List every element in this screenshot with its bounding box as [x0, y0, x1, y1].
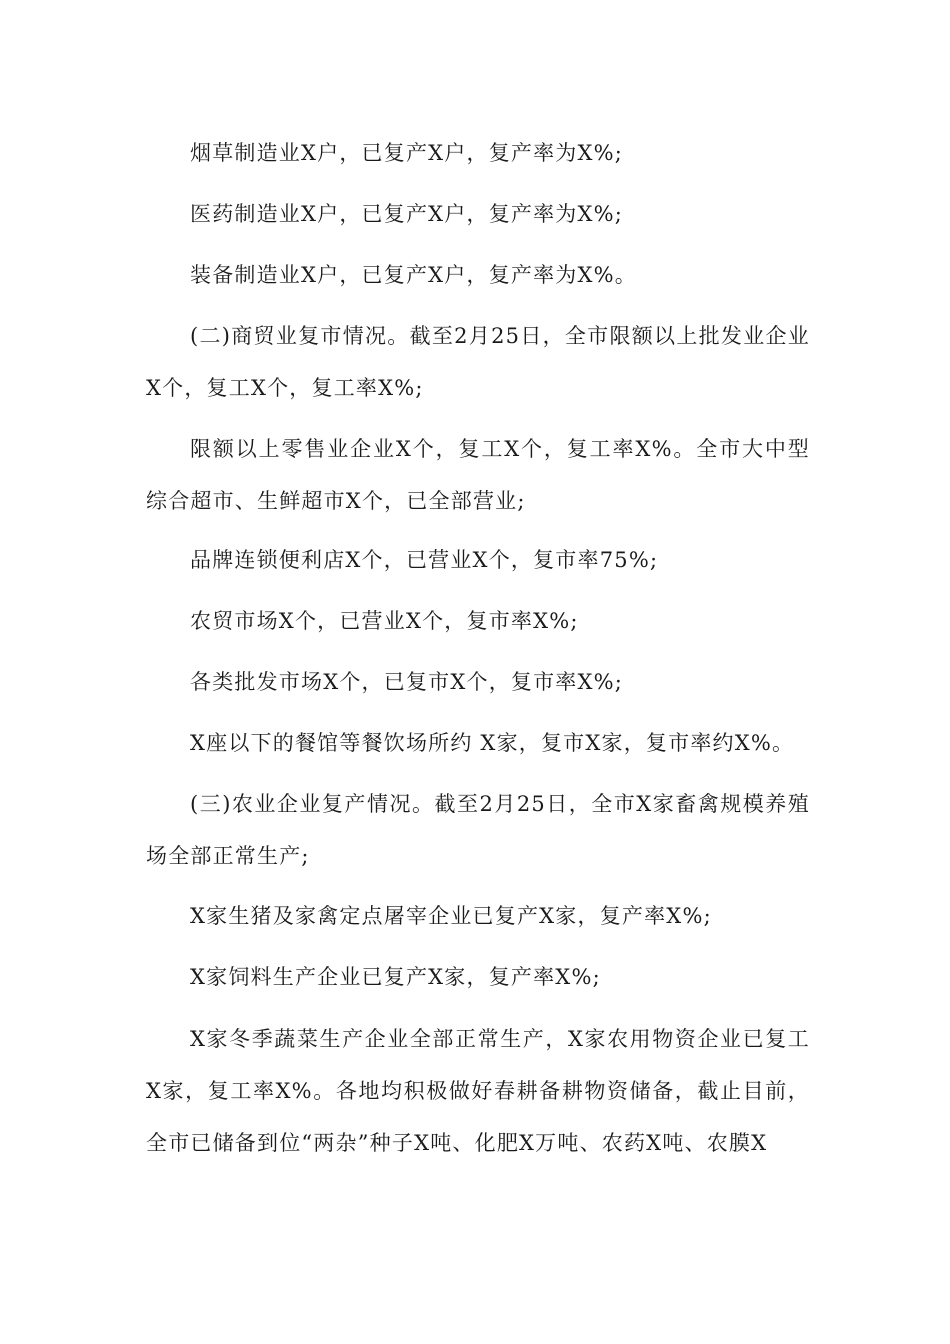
- paragraph-wholesale-markets: 各类批发市场X个，已复市X个，复市率X%;: [190, 670, 624, 694]
- paragraph-commerce-section: (二)商贸业复市情况。截至2月25日，全市限额以上批发业企业X个，复工X个，复工率X%;: [146, 324, 810, 400]
- paragraph-pharma: 医药制造业X户，已复产X户，复产率为X%;: [190, 202, 624, 226]
- paragraph-feed-producers: X家饲料生产企业已复产X家，复产率X%;: [190, 965, 601, 989]
- paragraph-agriculture-section: (三)农业企业复产情况。截至2月25日，全市X家畜禽规模养殖场全部正常生产;: [146, 792, 810, 868]
- paragraph-equipment: 装备制造业X户，已复产X户，复产率为X%。: [190, 263, 638, 287]
- paragraph-convenience-stores: 品牌连锁便利店X个，已营业X个，复市率75%;: [190, 548, 659, 572]
- paragraph-tobacco: 烟草制造业X户，已复产X户，复产率为X%;: [190, 141, 624, 165]
- paragraph-slaughterhouses: X家生猪及家禽定点屠宰企业已复产X家，复产率X%;: [190, 904, 712, 928]
- paragraph-farmers-markets: 农贸市场X个，已营业X个，复市率X%;: [190, 609, 579, 633]
- paragraph-vegetables-supplies: X家冬季蔬菜生产企业全部正常生产，X家农用物资企业已复工X家，复工率X%。各地均积极做好春耕备耕物资储备，截止目前，全市已储备到位“两杂”种子X吨、化肥X万吨、农药X吨、农膜X: [146, 1027, 810, 1155]
- paragraph-retail: 限额以上零售业企业X个，复工X个，复工率X%。全市大中型综合超市、生鲜超市X个，已全部营业;: [146, 437, 810, 513]
- paragraph-restaurants: X座以下的餐馆等餐饮场所约 X家，复市X家，复市率约X%。: [190, 731, 795, 755]
